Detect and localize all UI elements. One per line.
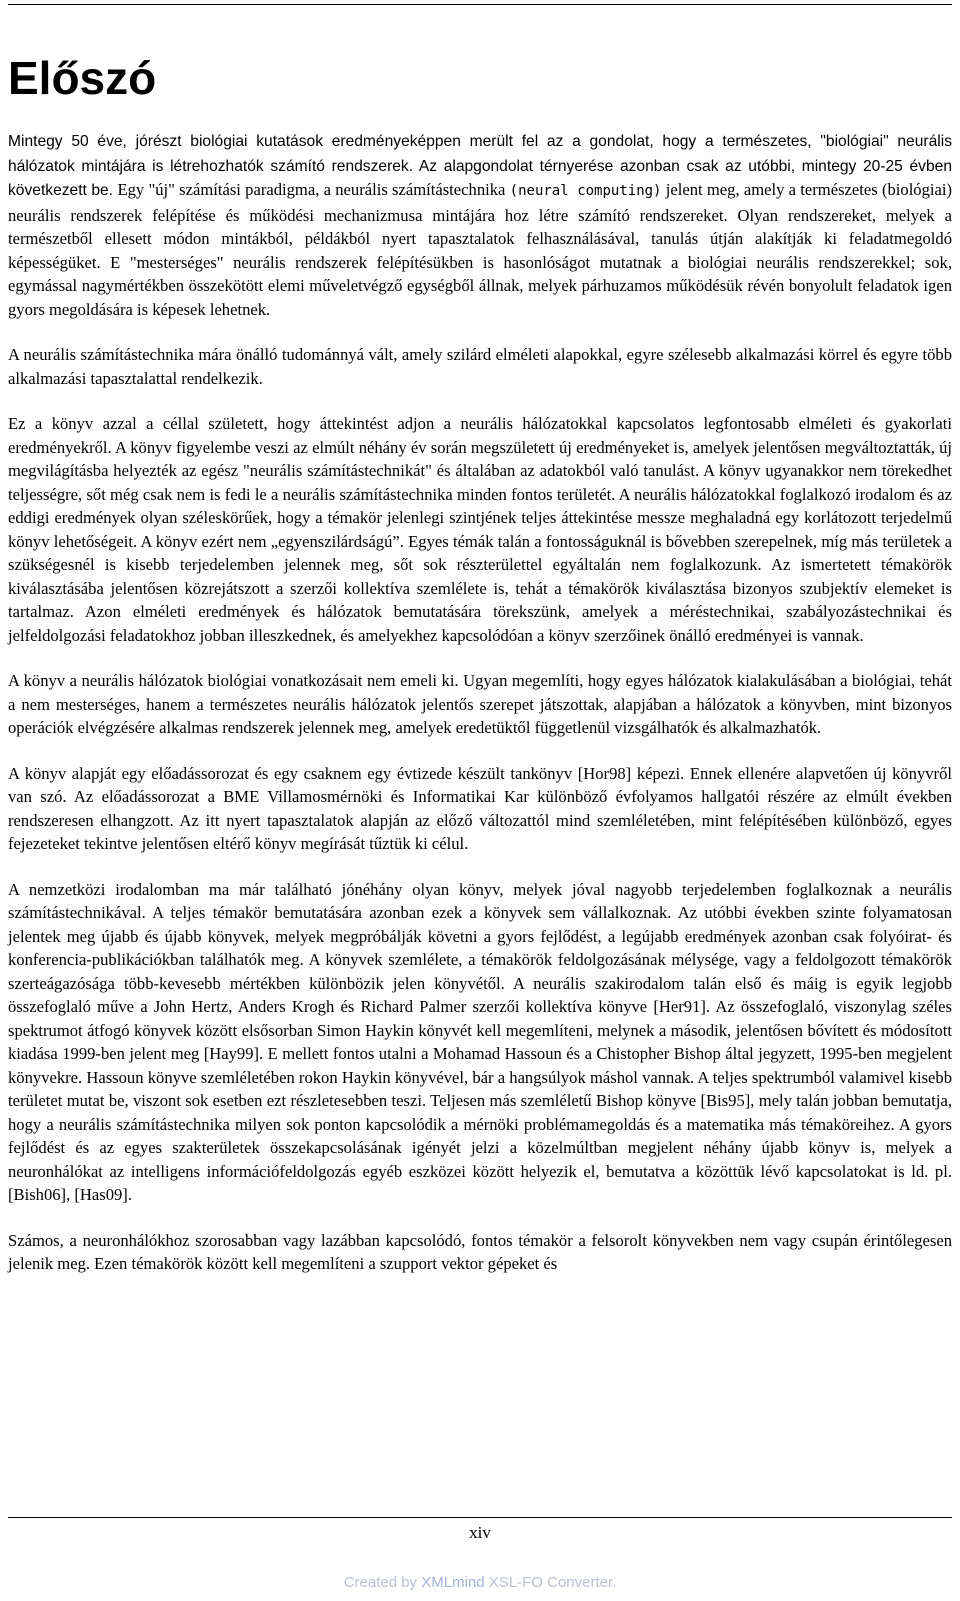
paragraph <box>8 412 952 647</box>
paragraph <box>8 669 952 740</box>
footer-rule <box>8 1517 952 1518</box>
watermark-prefix: Created by <box>343 1574 422 1591</box>
watermark-brand: XMLmind <box>421 1574 485 1591</box>
paragraph-text: Egy "új" számítási paradigma, a neurális számítástechnika <box>117 180 510 199</box>
paragraph-text: Ez a könyv azzal a céllal született, hogy áttekintést adjon a neurális hálózatokkal kapcsolatos legfontosabb elméleti és gyakorlati eredményekről. A könyv figyelembe veszi az elmúlt néhány év során megszületett új eredményeket is, amelyek jelentősen megváltoztatták, új megvilágításba helyezték az egész "neurális számítástechnikát" és általában az adatokból való tanulást. A könyv ugyanakkor nem törekedhet teljességre, sőt még csak nem is fedi le a neurális számítástechnika minden fontos területét. A neurális hálózatokkal foglalkozó irodalom és az eddigi eredmények olyan széleskörűek, hogy a témakör jelenlegi szintjének teljes áttekintése messze meghaladná egy korlátozott terjedelmű könyv lehetőségeit. A könyv ezért nem „egyenszilárdságú”. Egyes témák talán a fontosságuknál is bővebben szerepelnek, míg más területek a szükségesnél is kisebb terjedelemben jelennek meg, sőt sok részterülettel egyáltalán nem foglalkozunk. Az ismertetett témakörök kiválasztásába jelentősen közrejátszott a szerzői kollektíva szemlélete is, tehát a témakörök kiválasztása bizonyos szubjektív elemeket is tartalmaz. Azon elméleti eredmények és hálózatok bemutatására törekszünk, amelyek a méréstechnikai, szabályozástechnikai és jelfeldolgozási feladatokhoz jobban illeszkednek, és amelyekhez kapcsolódóan a könyv szerzőinek önálló eredményei is vannak. <box>8 414 952 645</box>
paragraph-text: A nemzetközi irodalomban ma már található jónéhány olyan könyv, melyek jóval nagyobb terjedelemben foglalkoznak a neurális számítástechnikával. A teljes témakör bemutatására azonban ezek a könyvek sem vállalkoznak. Az utóbbi években szinte folyamatosan jelentek meg újabb és újabb könyvek, melyek megpróbálják követni a gyors fejlődést, a legújabb eredmények azonban csak folyóirat- és konferencia-publikációkban találhatók meg. A könyvek szemlélete, a témakörök feldolgozásának mélysége, vagy a feldolgozott témakörök szerteágazósága több-kevesebb mértékben különbözik jelen könyvétől. A neurális szakirodalom talán első és máig is egyik legjobb összefoglaló műve a John Hertz, Anders Krogh és Richard Palmer szerzői kollektíva könyve [Her91]. Az összefoglaló, viszonylag széles spektrumot átfogó könyvek között elsősorban Simon Haykin könyvét kell megemlíteni, melynek a második, jelentősen bővített és módosított kiadása 1999-ben jelent meg [Hay99]. E mellett fontos utalni a Mohamad Hassoun és a Chistopher Bishop által jegyzett, 1995-ben megjelent könyvekre. Hassoun könyve szemléletében rokon Haykin könyvével, bár a hangsúlyok máshol vannak. A teljes spektrumból valamivel kisebb területet mutat be, viszont sok esetben ezt részletesebben teszi. Teljesen más szemléletű Bishop könyve [Bis95], mely talán jobban bemutatja, hogy a neurális számítástechnika milyen sok ponton kapcsolódik a mérnöki problémamegoldás és a matematika más témaköreihez. A gyors fejlődést és az egyes szakterületek összekapcsolásának igényét jelzi a közelmúltban megjelent néhány újabb könyv is, melyek a neuronhálókat az intelligens információfeldolgozás egyéb eszközei között helyezik el, bemutatva a közöttük lévő kapcsolatokat is ld. pl. [Bish06], [Has09]. <box>8 879 952 1204</box>
paragraph-text: (neural computing) <box>509 183 662 199</box>
watermark-suffix: XSL-FO Converter. <box>484 1574 617 1591</box>
paragraph <box>8 129 952 321</box>
paragraph-text: jelent meg, amely a természetes (biológiai) neurális rendszerek felépítése és működési mechanizmusa mintájára hoz létre számító rendszereket. Olyan rendszereket, melyek a természetből ellesett módon mintákból, példákból nyert tapasztalatok felhasználásával, tanulás útján alakítják ki feladatmegoldó képességüket. E "mesterséges" neurális rendszerek felépítésükben is hasonlóságot mutatnak a biológiai neurális rendszerekkel; sok, egymással nagymértékben összekötött elemi műveletvégző egységből állnak, melyek párhuzamos működésük révén bonyolult feladatok igen gyors megoldására is képesek lehetnek. <box>8 180 953 319</box>
header-rule <box>8 4 952 5</box>
paragraph-text: A könyv alapját egy előadássorozat és egy csaknem egy évtizede készült tankönyv [Hor98] képezi. Ennek ellenére alapvetően új könyvről van szó. Az előadássorozat a BME Villamosmérnöki és Informatikai Kar különböző évfolyamos hallgatói részére az elmúlt években rendszeresen elhangzott. Az itt nyert tapasztalatok alapján az előző változattól mind szemléletében, mint felépítésében különböző, egyes fejezeteket tekintve jelentősen eltérő könyv megírását tűztük ki célul. <box>8 763 952 853</box>
paragraph-text: Mintegy 50 éve, jórészt biológiai kutatások eredményeképpen merült fel az a gondolat, hogy a természetes, "biológiai" neurális hálózatok mintájára is létrehozhatók számító rendszerek. Az alapgondolat térnyerése azonban csak az utóbbi, mintegy 20-25 évben következett be. <box>8 133 952 199</box>
paragraph <box>8 343 952 390</box>
paragraph-text: Számos, a neuronhálókhoz szorosabban vagy lazábban kapcsolódó, fontos témakör a felsorolt könyvekben nem vagy csupán érintőlegesen jelenik meg. Ezen témakörök között kell megemlíteni a szupport vektor gépeket és <box>8 1230 952 1273</box>
paragraph-text: A neurális számítástechnika mára önálló tudománnyá vált, amely szilárd elméleti alapokkal, egyre szélesebb alkalmazási körrel és egyre több alkalmazási tapasztalattal rendelkezik. <box>8 345 952 388</box>
page-number: xiv <box>469 1523 491 1542</box>
paragraph <box>8 878 952 1207</box>
paragraph <box>8 1229 952 1276</box>
paragraph <box>8 762 952 856</box>
page-title: Előszó <box>8 52 157 104</box>
converter-watermark <box>0 1573 960 1593</box>
body-text <box>8 129 952 1298</box>
paragraph-text: A könyv a neurális hálózatok biológiai vonatkozásait nem emeli ki. Ugyan megemlíti, hogy egyes hálózatok kialakulásában a biológiai, tehát a nem mesterséges, hanem a természetes neurális hálózatok jelentős szerepet játszottak, alapjában a hálózatok a könyvben, mint bizonyos operációk elvégzésére alkalmas rendszerek jelennek meg, amelyek eredetüktől függetlenül vizsgálhatók és alkalmazhatók. <box>8 671 952 737</box>
